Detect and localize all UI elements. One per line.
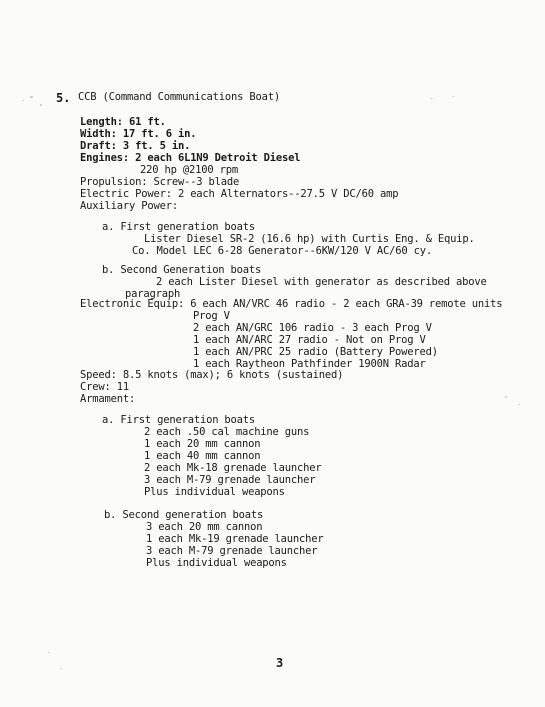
electronic-line: 1 each Raytheon Pathfinder 1900N Radar <box>193 358 426 370</box>
aux-b-line: paragraph <box>125 288 181 300</box>
scan-speck <box>48 652 50 653</box>
scan-speck <box>30 96 33 98</box>
scan-speck <box>40 104 42 106</box>
arm-a-item: 2 each Mk-18 grenade launcher <box>144 462 322 474</box>
arm-b-label: b. Second generation boats <box>104 509 264 521</box>
spec-length: Length: 61 ft. <box>80 116 166 128</box>
aux-a-label: a. First generation boats <box>102 221 256 233</box>
electronic-line: Prog V <box>193 310 230 322</box>
spec-draft: Draft: 3 ft. 5 in. <box>80 140 191 152</box>
arm-a-item: 1 each 40 mm cannon <box>144 450 261 462</box>
page-number: 3 <box>276 656 284 670</box>
spec-engines-hp: 220 hp @2100 rpm <box>140 164 238 176</box>
scan-speck <box>518 404 520 405</box>
scan-speck <box>430 98 433 99</box>
aux-a-line: Lister Diesel SR-2 (16.6 hp) with Curtis Eng. & Equip. <box>144 233 475 245</box>
arm-b-item: Plus individual weapons <box>146 557 287 569</box>
aux-b-line: 2 each Lister Diesel with generator as described above <box>156 276 487 288</box>
scan-speck <box>452 96 454 97</box>
arm-a-item: Plus individual weapons <box>144 486 285 498</box>
arm-b-item: 3 each 20 mm cannon <box>146 521 263 533</box>
arm-a-item: 1 each 20 mm cannon <box>144 438 261 450</box>
spec-electric-power: Electric Power: 2 each Alternators--27.5 V DC/60 amp <box>80 188 399 200</box>
spec-propulsion: Propulsion: Screw--3 blade <box>80 176 240 188</box>
section-number: 5. <box>56 91 71 105</box>
spec-auxiliary-power: Auxiliary Power: <box>80 200 178 212</box>
arm-b-item: 1 each Mk-19 grenade launcher <box>146 533 324 545</box>
aux-a-line: Co. Model LEC 6-28 Generator--6KW/120 V AC/60 cy. <box>132 245 432 257</box>
section-heading: CCB (Command Communications Boat) <box>78 91 281 103</box>
scan-speck <box>505 396 507 398</box>
arm-a-item: 2 each .50 cal machine guns <box>144 426 310 438</box>
electronic-line: 1 each AN/PRC 25 radio (Battery Powered) <box>193 346 438 358</box>
scan-speck <box>60 668 62 669</box>
spec-width: Width: 17 ft. 6 in. <box>80 128 197 140</box>
armament-heading: Armament: <box>80 393 136 405</box>
electronic-line: 2 each AN/GRC 106 radio - 3 each Prog V <box>193 322 432 334</box>
arm-a-label: a. First generation boats <box>102 414 256 426</box>
aux-b-label: b. Second Generation boats <box>102 264 262 276</box>
spec-speed: Speed: 8.5 knots (max); 6 knots (sustained) <box>80 369 344 381</box>
electronic-line: 1 each AN/ARC 27 radio - Not on Prog V <box>193 334 426 346</box>
arm-b-item: 3 each M-79 grenade launcher <box>146 545 318 557</box>
spec-engines: Engines: 2 each 6L1N9 Detroit Diesel <box>80 152 301 164</box>
electronic-equip: Electronic Equip: 6 each AN/VRC 46 radio - 2 each GRA-39 remote units <box>80 298 503 310</box>
spec-crew: Crew: 11 <box>80 381 129 393</box>
scan-speck <box>22 100 24 101</box>
arm-a-item: 3 each M-79 grenade launcher <box>144 474 316 486</box>
